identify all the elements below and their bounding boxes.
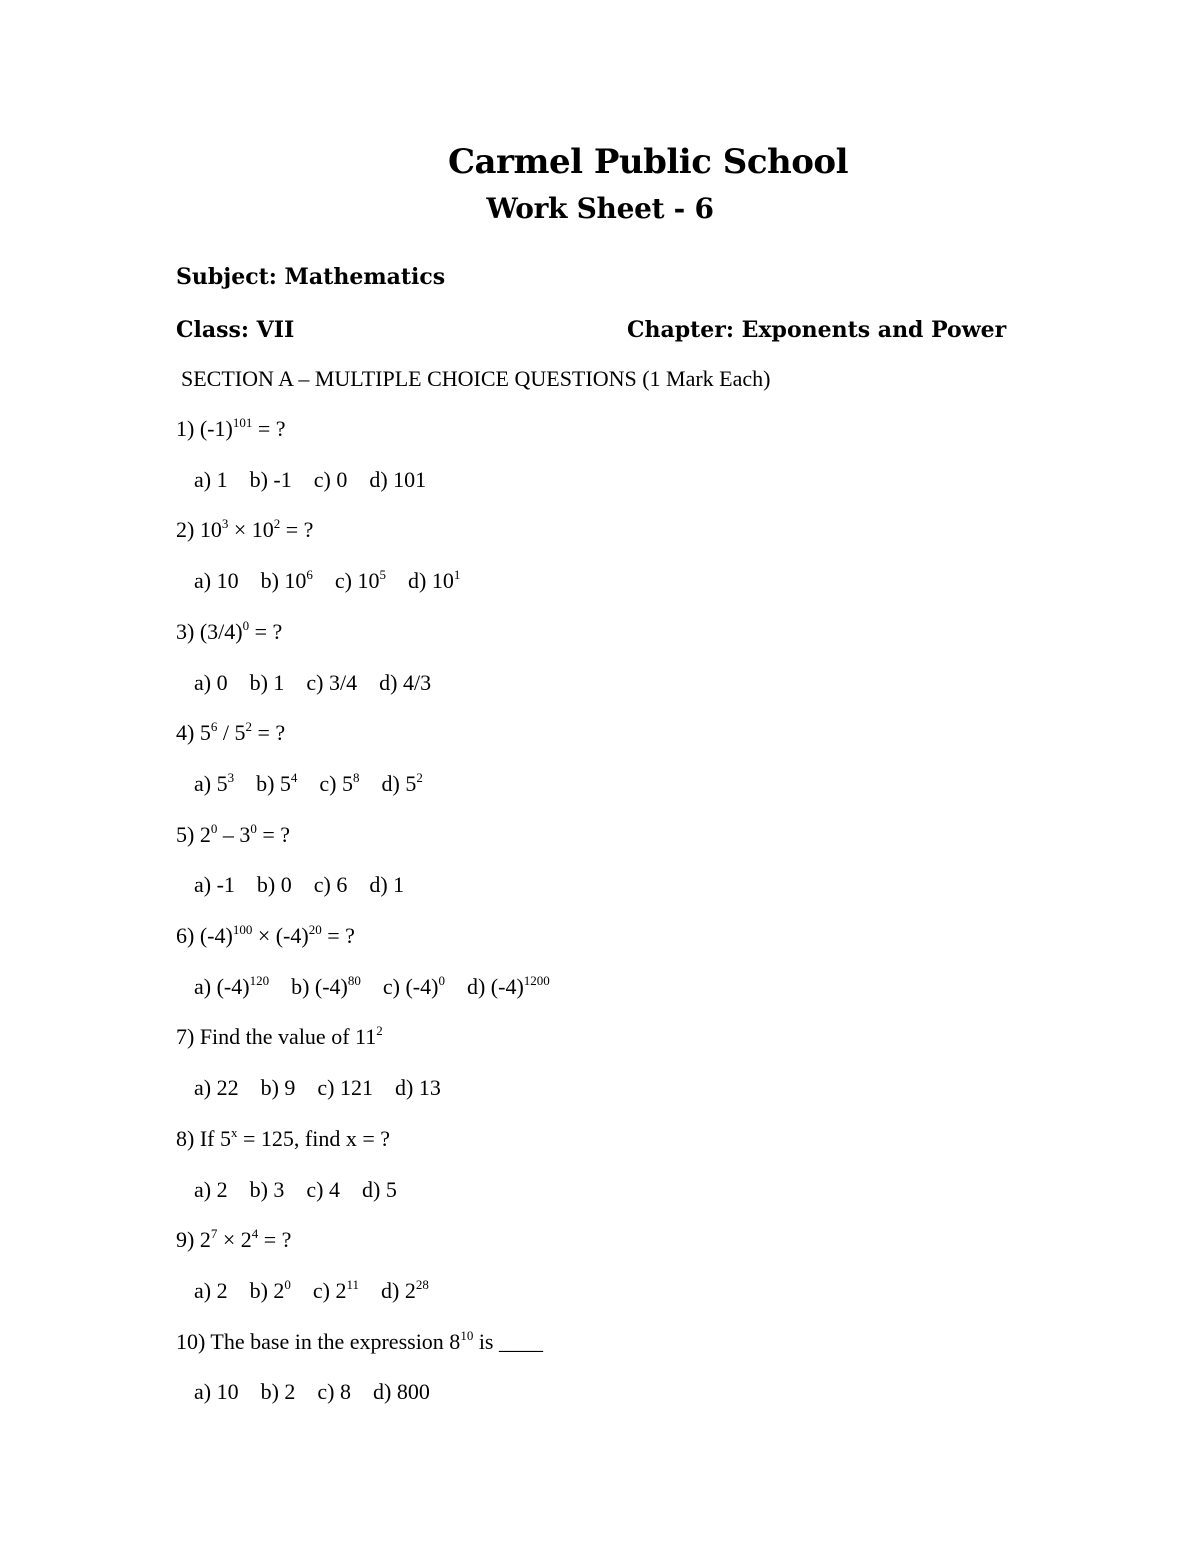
- option-c: c) 0: [313, 466, 348, 492]
- option-c: c) 4: [306, 1176, 341, 1202]
- worksheet-title: Work Sheet - 6: [486, 192, 714, 225]
- question-7: 7) Find the value of $11^2$: [176, 1023, 383, 1050]
- option-c: c) 121: [317, 1075, 374, 1101]
- section-heading: SECTION A – MULTIPLE CHOICE QUESTIONS (1 Mark Each): [181, 366, 771, 391]
- options-2: [194, 568, 482, 594]
- subject-label: Subject: Mathematics: [176, 264, 446, 290]
- option-a: a) 22: [194, 1075, 239, 1101]
- question-10: 10) The base in the expression $8^{10}$ is ____: [176, 1327, 543, 1354]
- option-c: c) $5^8$: [319, 769, 360, 796]
- option-a: a) 0: [194, 669, 228, 695]
- option-d: d) 1: [369, 872, 405, 898]
- option-b: b) 9: [260, 1075, 296, 1101]
- option-a: a) -1: [194, 872, 235, 898]
- chapter-label: Chapter: Exponents and Power: [627, 317, 1007, 343]
- option-b: b) 1: [249, 669, 285, 695]
- option-c: c) 8: [317, 1379, 352, 1405]
- options-4: [194, 771, 445, 797]
- option-d: d) 5: [362, 1176, 397, 1202]
- option-b: b) $(-4)^{80}$: [291, 972, 361, 999]
- option-c: c) $2^{11}$: [312, 1276, 360, 1303]
- options-10: [194, 1379, 452, 1405]
- option-d: d) 101: [369, 466, 427, 492]
- option-b: b) $2^0$: [249, 1276, 291, 1303]
- question-8: 8) If $5^x = 125$, find x = ?: [176, 1124, 391, 1151]
- option-b: b) 0: [256, 872, 292, 898]
- question-1: 1) $(-1)^{101}$ = ?: [176, 415, 286, 441]
- options-6: [194, 974, 572, 1000]
- option-a: a) $(-4)^{120}$: [194, 972, 270, 999]
- option-c: c) $10^5$: [334, 567, 387, 594]
- question-6: 6) $(-4)^{100} \times (-4)^{20}$ = ?: [176, 922, 355, 948]
- options-3: [194, 670, 453, 696]
- options-5: [194, 872, 426, 898]
- option-a: a) 2: [194, 1176, 228, 1202]
- question-5: 5) $2^0 - 3^0$ = ?: [176, 820, 290, 847]
- option-a: a) 10: [194, 1379, 239, 1405]
- question-9: 9) $2^7 \times 2^4$ = ?: [176, 1226, 292, 1253]
- options-7: [194, 1075, 463, 1101]
- option-b: b) $10^6$: [260, 567, 313, 594]
- options-9: [194, 1278, 451, 1304]
- options-1: [194, 467, 448, 493]
- option-c: c) $(-4)^0$: [382, 972, 445, 999]
- option-d: d) $(-4)^{1200}$: [466, 972, 550, 999]
- question-2: 2) $10^3 \times 10^2$ = ?: [176, 516, 314, 543]
- option-d: d) $10^1$: [408, 567, 461, 594]
- option-d: d) 13: [395, 1075, 441, 1101]
- option-c: c) 3/4: [306, 669, 358, 695]
- options-8: [194, 1177, 419, 1203]
- option-a: a) $5^3$: [194, 769, 235, 796]
- option-b: b) 3: [249, 1176, 285, 1202]
- class-label: Class: VII: [176, 317, 295, 343]
- option-d: d) 4/3: [379, 669, 432, 695]
- question-4: 4) $5^6 / 5^2$ = ?: [176, 719, 286, 746]
- school-name: Carmel Public School: [447, 142, 849, 182]
- option-a: a) 10: [194, 568, 239, 594]
- option-b: b) 2: [260, 1379, 296, 1405]
- option-a: a) 2: [194, 1277, 228, 1303]
- option-d: d) 800: [373, 1379, 430, 1405]
- option-d: d) $5^2$: [381, 769, 423, 796]
- option-b: b) -1: [249, 466, 292, 492]
- question-3: 3) $(3/4)^0$ = ?: [176, 617, 283, 644]
- option-a: a) 1: [194, 466, 228, 492]
- option-b: b) $5^4$: [256, 769, 298, 796]
- option-d: d) $2^{28}$: [381, 1276, 429, 1303]
- option-c: c) 6: [313, 872, 348, 898]
